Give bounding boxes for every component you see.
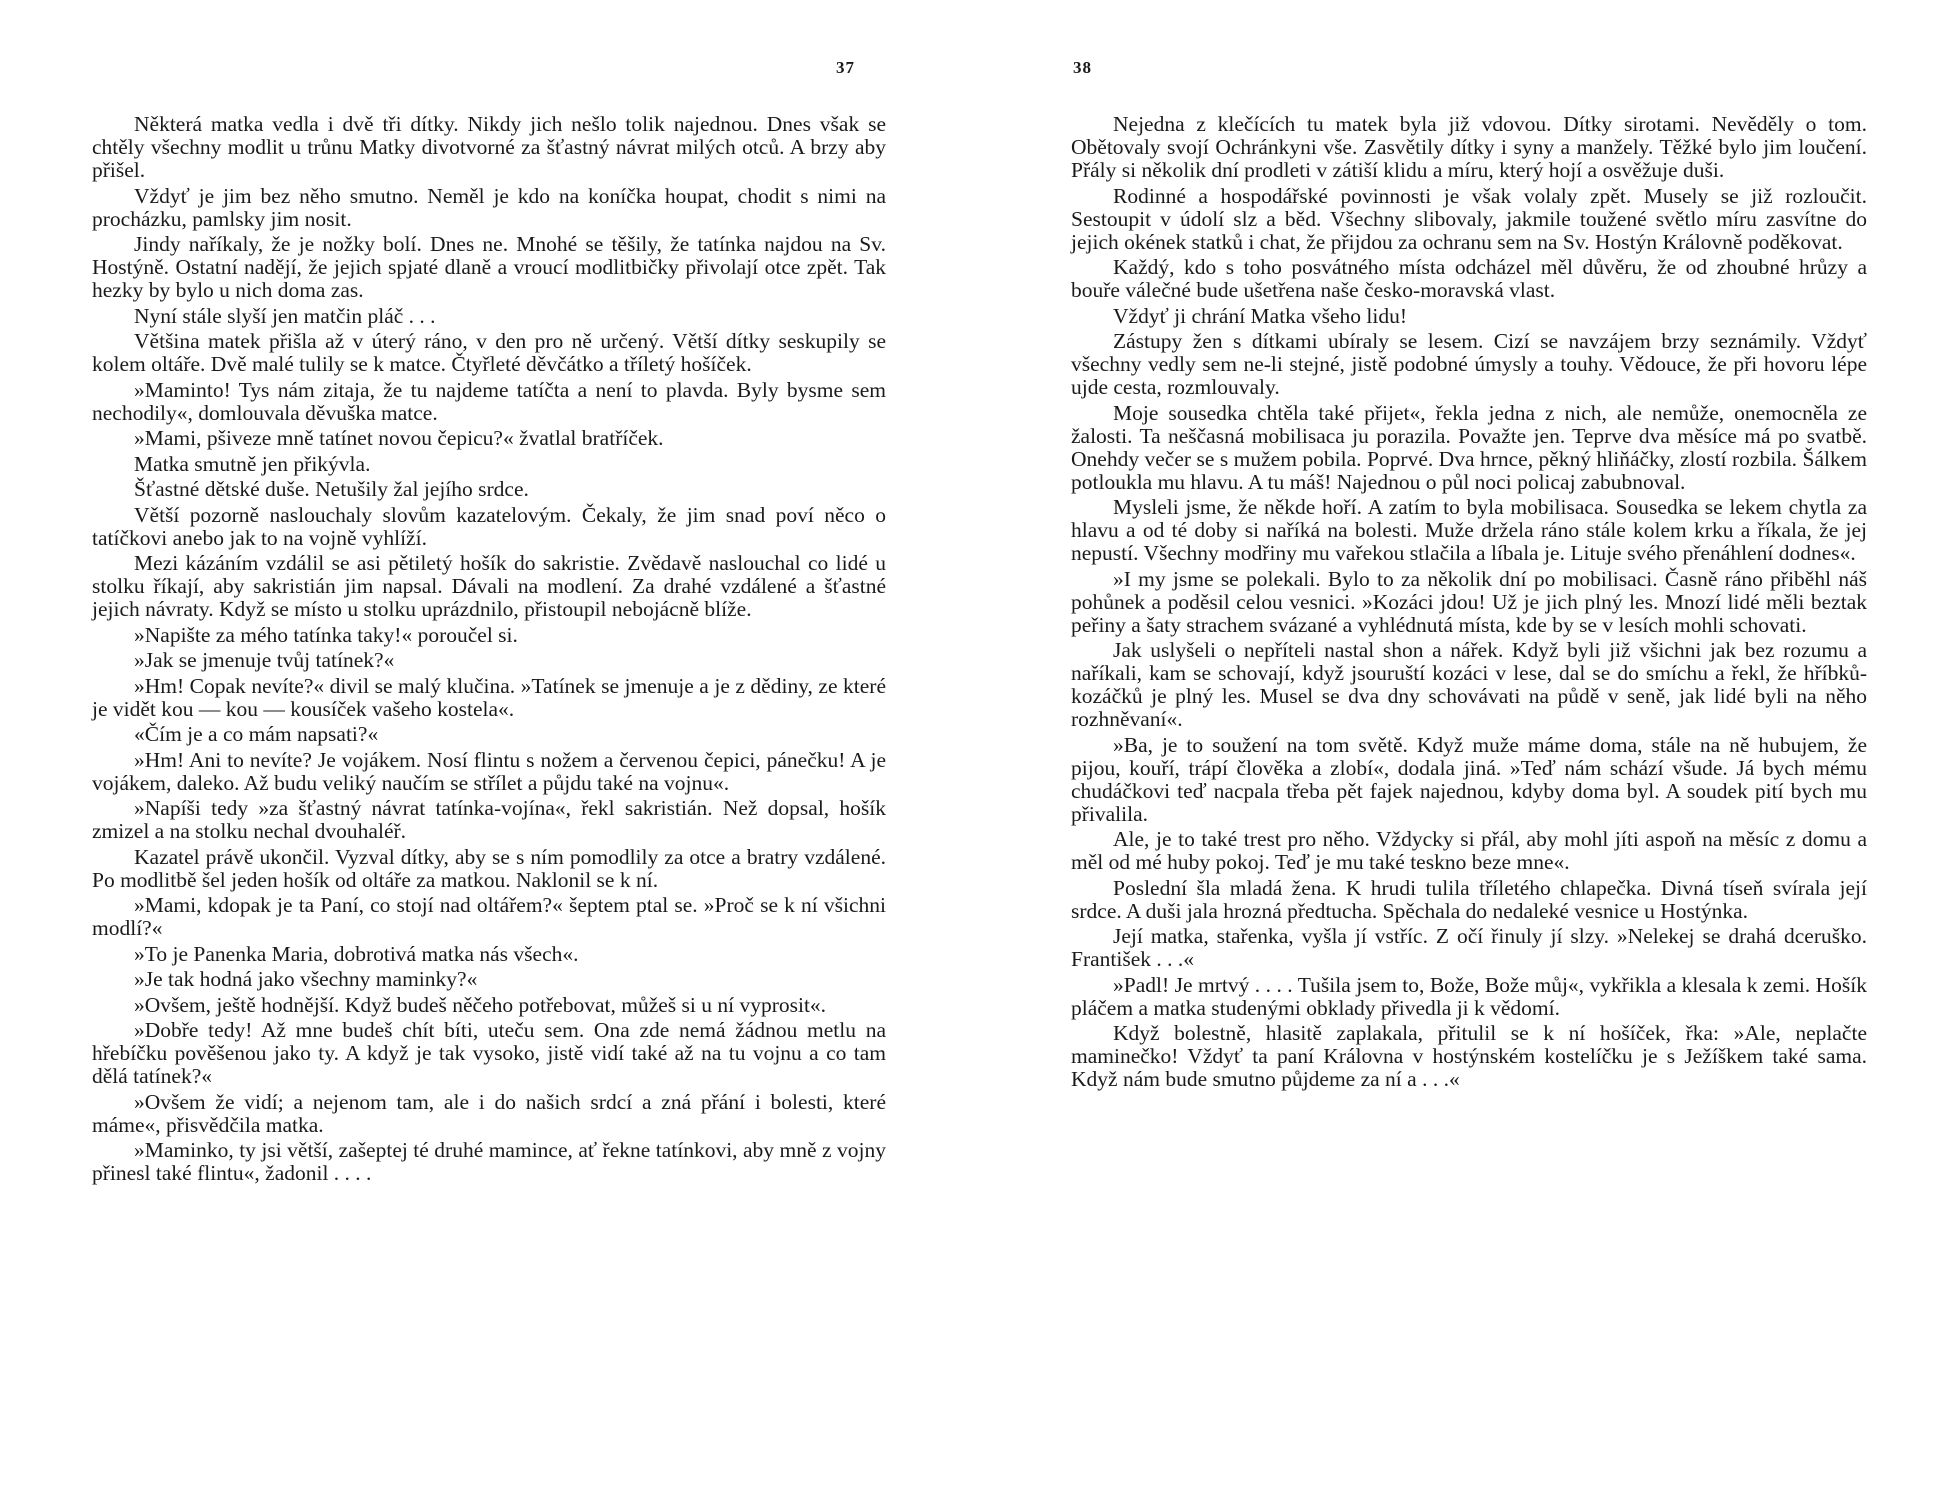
paragraph: Ale, je to také trest pro něho. Vždycky si přál, aby mohl jíti aspoň na měsíc z domu a měl od mé huby pokoj. Teď je mu také teskno beze mne«.	[1071, 827, 1867, 874]
paragraph: Mysleli jsme, že někde hoří. A zatím to byla mobilisaca. Sousedka se lekem chytla za hlavu a od té doby si naříká na bolesti. Muže držela ráno stále kolem krku a říkala, že jej nepustí. Všechny modřiny mu vařekou stlačila a líbala je. Lituje svého přenáhlení dodnes«.	[1071, 495, 1867, 565]
paragraph: »Jak se jmenuje tvůj tatínek?«	[134, 648, 395, 672]
page-text	[1071, 113, 1867, 1094]
paragraph: Některá matka vedla i dvě tři dítky. Nikdy jich nešlo tolik najednou. Dnes však se chtěly všechny modlit u trůnu Matky divotvorné za šťastný návrat milých otců. A brzy aby přišel.	[92, 112, 886, 182]
paragraph: »Maminto! Tys nám zitaja, že tu najdeme tatíčta a není to plavda. Byly bysme sem nechodily«, domlouvala děvuška matce.	[92, 377, 886, 425]
paragraph: Nejedna z klečících tu matek byla již vdovou. Dítky sirotami. Nevěděly o tom. Obětovaly svojí Ochránkyni vše. Zasvětily dítky i syny a manžely. Těžké bylo jim loučení. Přály si několik dní prodleti v zátiší klidu a míru, který hojí a osvěžuje duši.	[1071, 112, 1867, 182]
paragraph: Každý, kdo s toho posvátného místa odcházel měl důvěru, že od zhoubné hrůzy a bouře válečné bude ušetřena naše česko-moravská vlast.	[1071, 255, 1867, 302]
paragraph: Jak uslyšeli o nepříteli nastal shon a nářek. Když byli již všichni jak bez rozumu a naříkali, kam se schovají, když jsouruští kozáci v lese, dal se do smíchu a řekl, že hříbků-kozáčků je plný les. Musel se dva dny schovávati na půdě v seně, jak lidé byli na něho rozhněvaní«.	[1071, 638, 1867, 731]
paragraph: Jindy naříkaly, že je nožky bolí. Dnes ne. Mnohé se těšily, že tatínka najdou na Sv. Hostýně. Ostatní nadějí, že jejich spjaté dlaně a vroucí modlitbičky přivolají otce zpět. Tak hezky by bylo u nich doma zas.	[92, 232, 886, 302]
paragraph: »Dobře tedy! Až mne budeš chít bíti, uteču sem. Ona zde nemá žádnou metlu na hřebíčku pověšenou jako ty. A když je tak vysoko, jistě vidí také až na tu vojnu a co tam dělá tatínek?«	[92, 1018, 886, 1088]
right-page	[973, 0, 1946, 1500]
paragraph: »Ovšem že vidí; a nejenom tam, ale i do našich srdcí a zná přání i bolesti, které máme«, přisvědčila matka.	[92, 1089, 886, 1137]
paragraph: Nyní stále slyší jen matčin pláč . . .	[134, 303, 436, 328]
paragraph: »Napíši tedy »za šťastný návrat tatínka-vojína«, řekl sakristián. Než dopsal, hošík zmizel a na stolku nechal dvouhaléř.	[92, 796, 886, 843]
paragraph: »Mami, pšiveze mně tatínet novou čepicu?« žvatlal bratříček.	[134, 426, 664, 450]
page-number: 37	[836, 58, 855, 77]
paragraph: »I my jsme se polekali. Bylo to za několik dní po mobilisaci. Časně ráno přiběhl náš pohůnek a poděsil celou vesnici. »Kozáci jdou! Už je jich plný les. Mnozí lidé měli beztak peřiny a šaty strachem svázané a vyhlédnutá místa, kde by se v lesích mohli schovati.	[1071, 566, 1867, 637]
paragraph: »Je tak hodná jako všechny maminky?«	[134, 967, 478, 991]
paragraph: Zástupy žen s dítkami ubíraly se lesem. Cizí se navzájem brzy seznámily. Vždyť všechny vedly sem ne-li stejné, jistě podobné úmysly a touhy. Vědouce, že při hovoru lépe ujde cesta, rozmlouvaly.	[1071, 329, 1867, 399]
paragraph: Poslední šla mladá žena. K hrudi tulila tříletého chlapečka. Divná tíseň svírala její srdce. A duši jala hrozná předtucha. Spěchala do nedaleké vesnice u Hostýnka.	[1071, 875, 1867, 923]
paragraph: »Ba, je to soužení na tom světě. Když muže máme doma, stále na ně hubujem, že pijou, kouří, trápí člověka a zlobí«, dodala jiná. »Teď nám schází všude. Já bych mému chudáčkovi teď nacpala třeba pět fajek najednou, kdyby doma byl. A soudek pití bych mu přivalila.	[1071, 732, 1867, 826]
paragraph: Rodinné a hospodářské povinnosti je však volaly zpět. Musely se již rozloučit. Sestoupit v údolí slz a běd. Všechny slibovaly, jakmile toužené světlo míru zasvítne do jejich okének statků i chat, že přijdou za ochranu sem na Sv. Hostýn Královně poděkovat.	[1071, 183, 1867, 254]
paragraph: Šťastné dětské duše. Netušily žal jejího srdce.	[134, 477, 529, 501]
paragraph: «Čím je a co mám napsati?«	[134, 722, 379, 746]
paragraph: Kazatel právě ukončil. Vyzval dítky, aby se s ním pomodlily za otce a bratry vzdálené. Po modlitbě šel jeden hošík od oltáře za matkou. Naklonil se k ní.	[92, 844, 886, 892]
paragraph: Vždyť ji chrání Matka všeho lidu!	[1113, 303, 1407, 328]
paragraph: Její matka, stařenka, vyšla jí vstříc. Z očí řinuly jí slzy. »Nelekej se drahá dceruško. František . . .«	[1071, 924, 1867, 971]
paragraph: Když bolestně, hlasitě zaplakala, přitulil se k ní hošíček, řka: »Ale, neplačte maminečko! Vždyť ta paní Královna v hostýnském kostelíčku je s Ježíškem také sama. Když nám bude smutno půjdeme za ní a . . .«	[1071, 1021, 1867, 1091]
paragraph: »Ovšem, ještě hodnější. Když budeš něčeho potřebovat, můžeš si u ní vyprosit«.	[134, 992, 827, 1017]
paragraph: Většina matek přišla až v úterý ráno, v den pro ně určený. Větší dítky seskupily se kolem oltáře. Dvě malé tulily se k matce. Čtyřleté děvčátko a tříletý hošíček.	[92, 329, 886, 376]
paragraph: Matka smutně jen přikývla.	[134, 451, 371, 476]
paragraph: »To je Panenka Maria, dobrotivá matka nás všech«.	[134, 941, 579, 966]
paragraph: »Maminko, ty jsi větší, zašeptej té druhé mamince, ať řekne tatínkovi, aby mně z vojny přinesl také flintu«, žadonil . . . .	[92, 1138, 886, 1185]
paragraph: Vždyť je jim bez něho smutno. Neměl je kdo na koníčka houpat, chodit s nimi na procházku, pamlsky jim nosit.	[92, 183, 886, 231]
paragraph: Větší pozorně naslouchaly slovům kazatelovým. Čekaly, že jim snad poví něco o tatíčkovi anebo jak to na vojně vyhlíží.	[92, 502, 886, 550]
paragraph: Moje sousedka chtěla také přijet«, řekla jedna z nich, ale nemůže, onemocněla ze žalosti. Ta neščasná mobilisaca ju porazila. Považte jen. Teprve dva měsíce má po svatbě. Onehdy večer se s mužem pobila. Poprvé. Dva hrnce, pěkný hliňáčky, zlostí rozbila. Šálkem potloukla mu hlavu. A tu máš! Najednou o půl noci policaj zabubnoval.	[1071, 400, 1867, 494]
page-text	[92, 113, 886, 1188]
paragraph: »Napište za mého tatínka taky!« poroučel si.	[134, 622, 518, 647]
paragraph: »Padl! Je mrtvý . . . . Tušila jsem to, Bože, Bože můj«, vykřikla a klesala k zemi. Hošík pláčem a matka studenými obklady přivedla ji k vědomí.	[1071, 972, 1867, 1020]
page-number: 38	[1073, 58, 1092, 77]
paragraph: »Mami, kdopak je ta Paní, co stojí nad oltářem?« šeptem ptal se. »Proč se k ní všichni modlí?«	[92, 893, 886, 940]
paragraph: »Hm! Copak nevíte?« divil se malý klučina. »Tatínek se jmenuje a je z dědiny, ze které je vidět kou — kou — kousíček vašeho kostela«.	[92, 673, 886, 721]
paragraph: Mezi kázáním vzdálil se asi pětiletý hošík do sakristie. Zvědavě naslouchal co lidé u stolku říkají, aby sakristián jim napsal. Dávali na modlení. Za drahé vzdálené a šťastné jejich návraty. Když se místo u stolku uprázdnilo, přistoupil nebojácně blíže.	[92, 551, 886, 621]
paragraph: »Hm! Ani to nevíte? Je vojákem. Nosí flintu s nožem a červenou čepici, pánečku! A je vojákem, daleko. Až budu veliký naučím se střílet a půjdu také na vojnu«.	[92, 747, 886, 795]
